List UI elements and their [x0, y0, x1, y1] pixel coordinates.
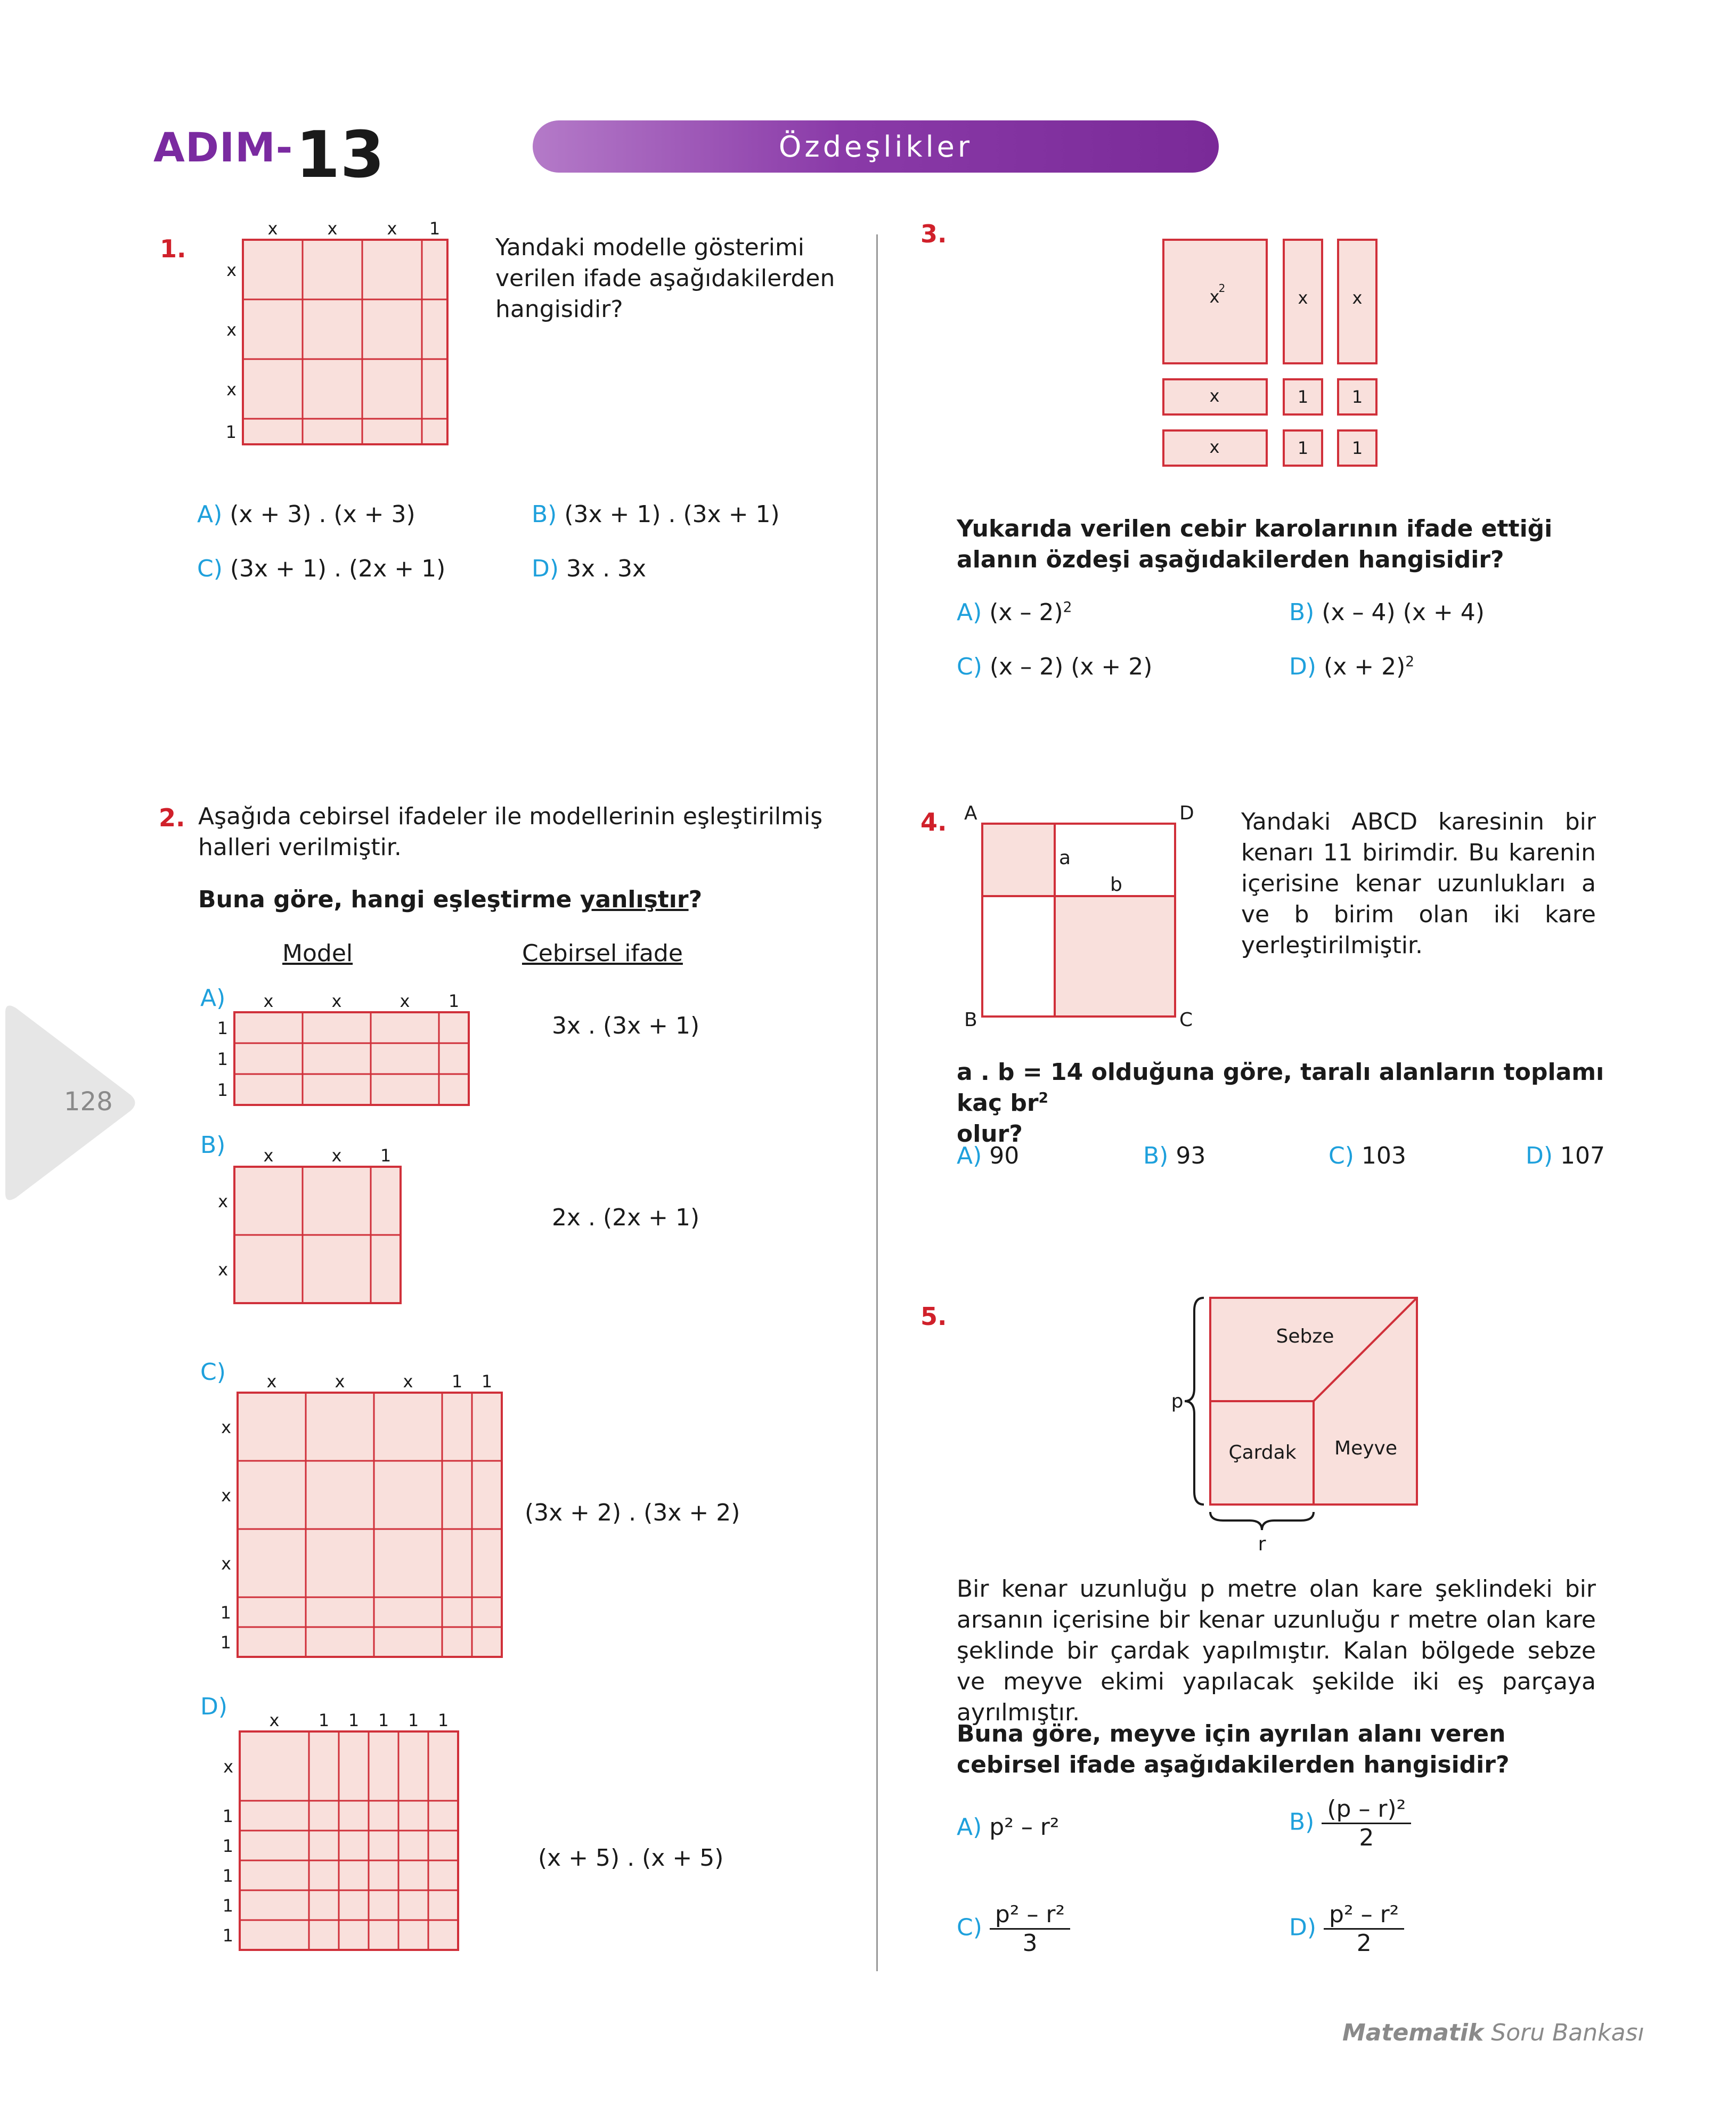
q5-number: 5.	[920, 1302, 947, 1331]
q2-b-side-label: x	[218, 1191, 228, 1212]
q5-lbl-meyve: Meyve	[1334, 1437, 1397, 1459]
q4-lbl-B: B	[964, 1009, 977, 1031]
q1-top-label: x	[327, 218, 338, 239]
q2-a-top-label: x	[331, 991, 342, 1011]
q2-model-c	[213, 1369, 511, 1668]
column-divider	[876, 234, 878, 1971]
q3-lbl-x-2: x	[1352, 288, 1363, 308]
q2-intro: Aşağıda cebirsel ifadeler ile modellerinin eşleştirilmiş halleri verilmiştir.	[198, 803, 823, 861]
q2-a-grid-frame	[234, 1012, 469, 1105]
q2-d-top-label: 1	[318, 1710, 330, 1730]
q2-expr-a: 3x . (3x + 1)	[552, 1012, 700, 1039]
q1-side-label: x	[226, 320, 237, 340]
q4-description: Yandaki ABCD karesinin bir kenarı 11 birimdir. Bu karenin içerisine kenar uzunlukları a ve b birim olan iki kare yerleştirilmiştir.	[1241, 808, 1596, 959]
q1-side-label: x	[226, 260, 237, 280]
q2-d-side-label: 1	[222, 1806, 233, 1826]
q3-lbl-x2: x	[1209, 287, 1220, 307]
q3-lbl-1-d: 1	[1351, 438, 1363, 458]
q4-lbl-C: C	[1179, 1009, 1193, 1031]
q2-b-top-label: x	[331, 1145, 342, 1166]
adim-number: 13	[296, 118, 385, 192]
q4-question: a . b = 14 olduğuna göre, taralı alanların toplamı kaç $br^2$ olur?	[957, 1059, 1604, 1148]
q3-question: Yukarıda verilen cebir karolarının ifade ettiği alanın özdeşi aşağıdakilerden hangisidir?	[957, 515, 1553, 573]
footer-book-title: Matematik Soru Bankası	[1342, 2019, 1644, 2046]
q2-option-d-letter[interactable]: D)	[200, 1693, 228, 1720]
q5-question: Buna göre, meyve için ayrılan alanı veren cebirsel ifade aşağıdakilerden hangisidir?	[957, 1720, 1510, 1778]
q2-c-top-label: 1	[451, 1371, 463, 1392]
q5-lbl-cardak: Çardak	[1228, 1442, 1297, 1463]
q3-lbl-x2-sup: 2	[1218, 282, 1226, 295]
q5-option-c[interactable]: C) $\frac{\text{p² – r²}}{3}$	[957, 1901, 1070, 1957]
q3-option-b[interactable]: B) (x – 4) (x + 4)	[1289, 599, 1485, 626]
q2-d-side-label: 1	[222, 1866, 233, 1886]
q2-model-b	[213, 1140, 426, 1311]
q3-lbl-x-4: x	[1209, 437, 1220, 457]
q4-square-a	[982, 824, 1055, 896]
q4-option-c[interactable]: C) 103	[1329, 1142, 1406, 1169]
q4-option-a[interactable]: A) 90	[957, 1142, 1020, 1169]
q2-d-side-label: 1	[222, 1896, 233, 1916]
q5-brace-r	[1210, 1512, 1314, 1530]
q4-square-b	[1055, 896, 1175, 1017]
q2-d-side-label: x	[223, 1757, 233, 1777]
q2-option-a-letter[interactable]: A)	[200, 985, 226, 1012]
q2-c-side-label: x	[221, 1485, 231, 1506]
q3-lbl-1-b: 1	[1351, 387, 1363, 407]
q3-algebra-tiles	[1161, 234, 1385, 474]
q4-number: 4.	[920, 808, 947, 836]
q5-lbl-r: r	[1258, 1533, 1266, 1555]
q1-option-b[interactable]: B) (3x + 1) . (3x + 1)	[532, 501, 780, 528]
q2-expr-d: (x + 5) . (x + 5)	[538, 1844, 724, 1872]
q1-option-d[interactable]: D) 3x . 3x	[532, 555, 647, 582]
q5-option-d[interactable]: D) $\frac{\text{p² – r²}}{2}$	[1289, 1901, 1404, 1957]
q4-option-b[interactable]: B) 93	[1143, 1142, 1206, 1169]
q3-option-c[interactable]: C) (x – 2) (x + 2)	[957, 653, 1153, 680]
q1-top-label: x	[267, 218, 278, 239]
q2-option-c-letter[interactable]: C)	[200, 1359, 226, 1386]
q5-garden-figure	[1161, 1289, 1428, 1566]
q5-lbl-p: p	[1171, 1391, 1184, 1412]
q2-d-side-label: 1	[222, 1925, 233, 1946]
q1-grid-frame	[243, 240, 447, 444]
q3-lbl-x-1: x	[1298, 288, 1308, 308]
q3-option-a[interactable]: A) (x – 2)$^2$	[957, 599, 1072, 626]
q2-c-side-label: 1	[220, 1632, 231, 1653]
q5-lbl-sebze: Sebze	[1276, 1326, 1334, 1347]
q3-option-d[interactable]: D) $(x + 2)^2$	[1289, 653, 1415, 680]
q2-d-top-label: 1	[407, 1710, 419, 1730]
q3-number: 3.	[920, 219, 947, 248]
q2-a-side-label: 1	[217, 1049, 228, 1069]
q2-d-top-label: 1	[378, 1710, 389, 1730]
q1-option-c[interactable]: C) (3x + 1) . (2x + 1)	[197, 555, 446, 582]
q4-option-d[interactable]: D) 107	[1526, 1142, 1605, 1169]
q5-brace-p	[1185, 1298, 1204, 1505]
q1-option-a[interactable]: A) (x + 3) . (x + 3)	[197, 501, 415, 528]
q4-lbl-D: D	[1179, 802, 1194, 824]
page-number: 128	[64, 1087, 113, 1117]
q2-c-side-label: x	[221, 1554, 231, 1574]
q5-option-b[interactable]: B) $\frac{\text{(p – r)²}}{2}$	[1289, 1795, 1411, 1851]
q2-c-top-label: x	[335, 1371, 345, 1392]
q2-b-top-label: x	[263, 1145, 274, 1166]
q1-question: Yandaki modelle gösterimi verilen ifade aşağıdakilerden hangisidir?	[495, 234, 835, 323]
q4-lbl-b: b	[1110, 874, 1122, 896]
adim-label: ADIM-	[153, 124, 294, 171]
q2-expr-c: (3x + 2) . (3x + 2)	[525, 1499, 740, 1526]
q3-lbl-1-c: 1	[1297, 438, 1309, 458]
q2-a-top-label: x	[400, 991, 410, 1011]
q2-c-top-label: x	[403, 1371, 413, 1392]
q2-a-top-label: 1	[448, 991, 460, 1011]
q2-question: Buna göre, hangi eşleştirme yanlıştır?	[198, 886, 703, 913]
q5-option-a[interactable]: A) p² – r²	[957, 1814, 1059, 1841]
q2-a-side-label: 1	[217, 1080, 228, 1100]
q2-a-top-label: x	[263, 991, 274, 1011]
q2-d-side-label: 1	[222, 1836, 233, 1856]
q2-model-a	[213, 991, 490, 1113]
q2-col-model: Model	[282, 940, 353, 967]
q2-option-b-letter[interactable]: B)	[200, 1132, 226, 1159]
q5-description: Bir kenar uzunluğu p metre olan kare şeklindeki bir arsanın içerisine bir kenar uzunluğu r metre olan kare şeklinde bir çardak yapılmıştır. Kalan bölgede sebze ve meyve ekimi yapılacak şekilde iki eş parçaya ayrılmıştır.	[957, 1575, 1596, 1726]
q3-lbl-x-3: x	[1209, 386, 1220, 406]
q2-expr-b: 2x . (2x + 1)	[552, 1204, 700, 1231]
q2-c-grid-frame	[238, 1393, 502, 1657]
q2-b-side-label: x	[218, 1259, 228, 1280]
q1-top-label: x	[387, 218, 397, 239]
q2-c-side-label: x	[221, 1417, 231, 1437]
q2-number: 2.	[159, 803, 185, 832]
q2-c-side-label: 1	[220, 1603, 231, 1623]
q4-square-figure	[959, 799, 1204, 1044]
q2-d-top-label: 1	[348, 1710, 360, 1730]
q1-top-label: 1	[429, 218, 441, 239]
q2-model-d	[213, 1705, 469, 1961]
q1-number: 1.	[160, 234, 186, 263]
q2-d-top-label: x	[269, 1710, 280, 1730]
q1-side-label: x	[226, 379, 237, 400]
q2-a-side-label: 1	[217, 1018, 228, 1038]
q2-c-top-label: 1	[481, 1371, 493, 1392]
topic-banner	[533, 120, 1219, 173]
q3-lbl-1-a: 1	[1297, 387, 1309, 407]
q2-c-top-label: x	[266, 1371, 277, 1392]
q2-b-top-label: 1	[380, 1145, 392, 1166]
q4-lbl-a: a	[1059, 847, 1071, 869]
q2-d-grid-frame	[240, 1731, 458, 1950]
q1-side-label: 1	[225, 422, 237, 442]
topic-title: Özdeşlikler	[778, 130, 973, 164]
q2-d-top-label: 1	[437, 1710, 449, 1730]
q1-area-model	[224, 218, 463, 448]
q2-col-expr: Cebirsel ifade	[522, 940, 683, 967]
q4-lbl-A: A	[964, 802, 977, 824]
